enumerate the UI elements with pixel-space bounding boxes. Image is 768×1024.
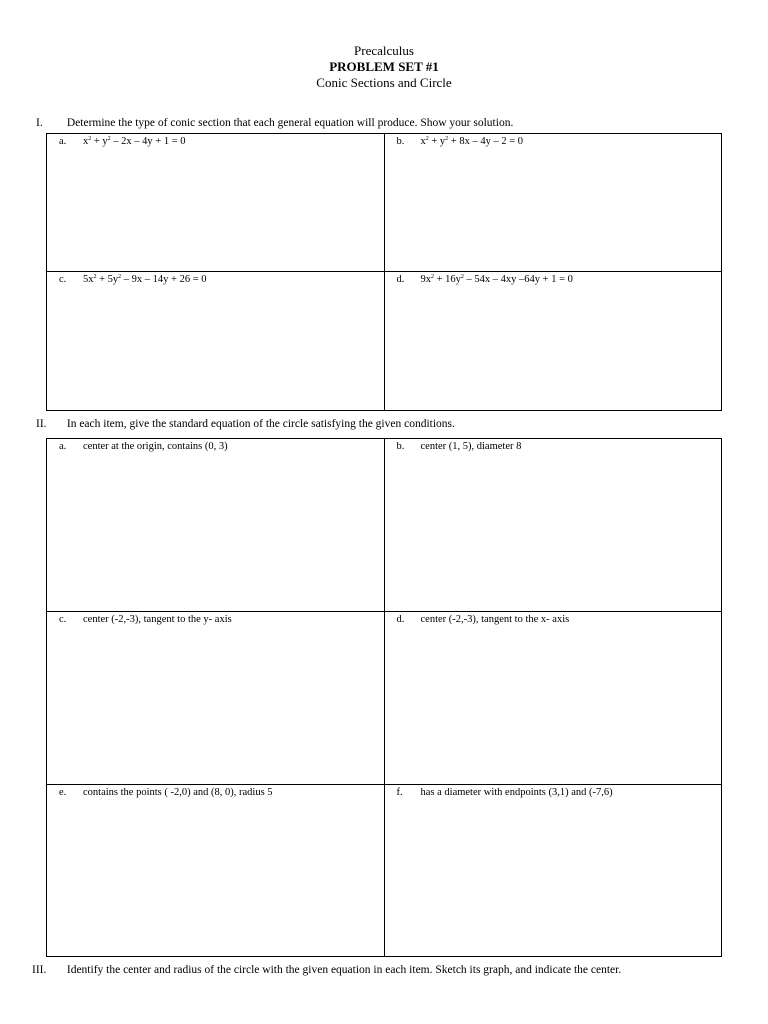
item-condition: center (-2,-3), tangent to the y- axis bbox=[83, 614, 232, 625]
item-condition: center (1, 5), diameter 8 bbox=[420, 441, 522, 452]
item-letter: a. bbox=[59, 136, 67, 147]
title-block bbox=[0, 43, 768, 91]
answer-box[interactable] bbox=[384, 272, 722, 410]
item-equation: $5x^2 + 5y^2 - 9x - 14y + 26 = 0$ bbox=[83, 274, 207, 285]
item-letter: b. bbox=[396, 441, 405, 452]
item-letter: e. bbox=[59, 787, 67, 798]
section-instruction: Determine the type of conic section that each general equation will produce. Show your solution. bbox=[66, 117, 514, 129]
section-1-heading bbox=[36, 117, 513, 129]
item-letter: d. bbox=[396, 274, 405, 285]
answer-box[interactable] bbox=[384, 612, 722, 784]
item-equation: $x^2 + y^2 - 2x - 4y + 1 = 0$ bbox=[83, 136, 186, 147]
section-number: II. bbox=[36, 418, 47, 430]
answer-box[interactable] bbox=[47, 612, 384, 784]
answer-box[interactable] bbox=[47, 785, 384, 956]
item-letter: b. bbox=[396, 136, 405, 147]
answer-grid-section-2 bbox=[46, 438, 722, 957]
answer-box[interactable] bbox=[384, 134, 722, 271]
item-condition: center at the origin, contains (0, 3) bbox=[83, 441, 228, 452]
section-number: III. bbox=[32, 964, 47, 976]
answer-box[interactable] bbox=[47, 439, 384, 611]
item-equation: $9x^2 + 16y^2 - 54x - 4xy$ –64y + 1 = 0 bbox=[420, 274, 573, 285]
answer-box[interactable] bbox=[384, 439, 722, 611]
item-letter: c. bbox=[59, 614, 67, 625]
item-condition: has a diameter with endpoints (3,1) and (-7,6) bbox=[420, 787, 613, 798]
answer-box[interactable] bbox=[47, 134, 384, 271]
answer-box[interactable] bbox=[47, 272, 384, 410]
answer-box[interactable] bbox=[384, 785, 722, 956]
item-letter: a. bbox=[59, 441, 67, 452]
course-name: Precalculus bbox=[354, 43, 414, 58]
section-3-heading bbox=[32, 964, 621, 976]
item-equation: $x^2 + y^2 + 8x - 4y - 2 = 0$ bbox=[420, 136, 524, 147]
section-2-heading bbox=[36, 418, 455, 430]
section-number: I. bbox=[36, 117, 43, 129]
item-condition: contains the points ( -2,0) and (8, 0), radius 5 bbox=[83, 787, 273, 798]
answer-grid-section-1 bbox=[46, 133, 722, 411]
section-instruction: Identify the center and radius of the circle with the given equation in each item. Sketch its graph, and indicate the center. bbox=[66, 964, 622, 976]
item-condition: center (-2,-3), tangent to the x- axis bbox=[420, 614, 570, 625]
section-instruction: In each item, give the standard equation of the circle satisfying the given conditions. bbox=[66, 418, 455, 430]
item-letter: f. bbox=[396, 787, 403, 798]
item-letter: d. bbox=[396, 614, 405, 625]
page-subtitle: Conic Sections and Circle bbox=[316, 75, 452, 90]
item-letter: c. bbox=[59, 274, 67, 285]
page-title: PROBLEM SET #1 bbox=[329, 59, 439, 74]
